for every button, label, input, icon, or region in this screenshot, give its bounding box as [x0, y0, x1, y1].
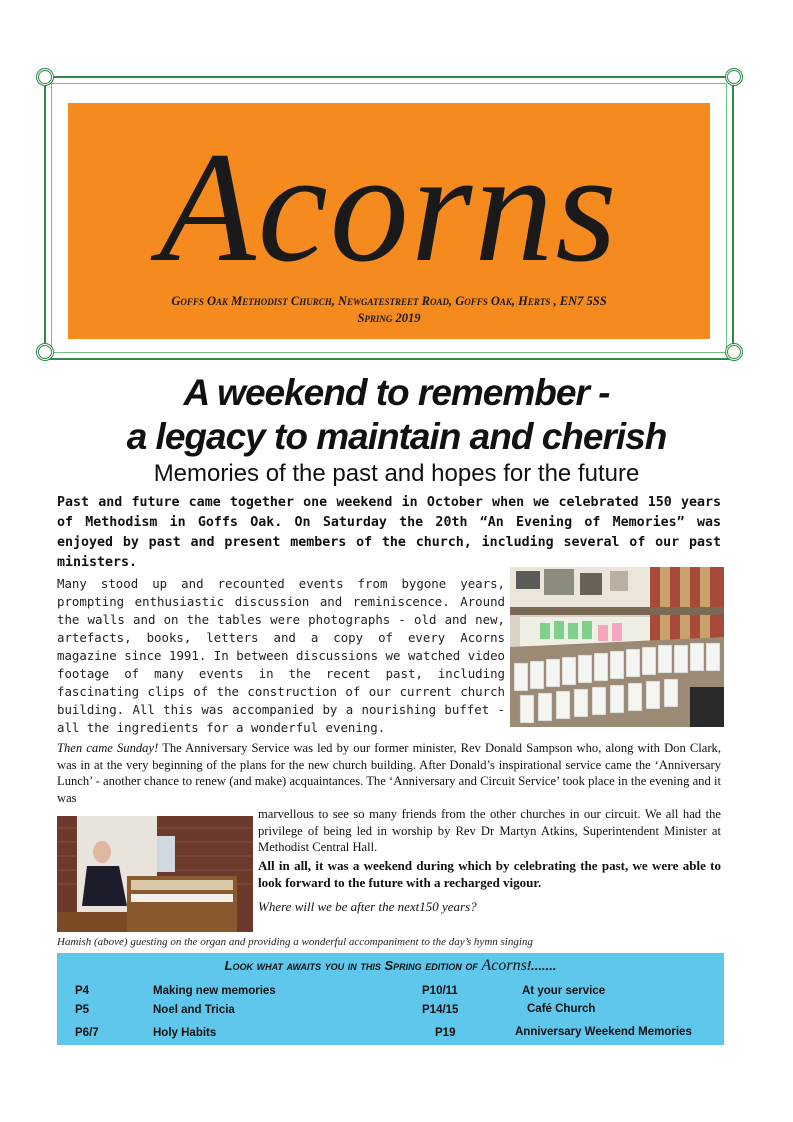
- masthead-address-block: [68, 293, 710, 327]
- lead-paragraph: Past and future came together one weekend in October when we celebrated 150 years of Methodism in Goffs Oak. On Saturday the 20th “An Evening of Memories” was enjoyed by past and present members of the church, including several of our past ministers.: [57, 495, 721, 570]
- masthead: [68, 103, 710, 339]
- headline-line-1: A weekend to remember -: [183, 372, 610, 413]
- contents-page: P19: [435, 1027, 456, 1039]
- contents-item: Making new memories: [153, 985, 276, 997]
- contents-page: P4: [75, 985, 90, 997]
- masthead-title: Acorns: [159, 120, 619, 295]
- then-came-sunday: Then came Sunday!: [57, 741, 159, 755]
- article-closing-question: Where will we be after the next150 years?: [258, 899, 477, 914]
- contents-item: Café Church: [527, 1003, 596, 1015]
- contents-item: At your service: [522, 985, 606, 997]
- masthead-address: Goffs Oak Methodist Church, Newgatestreet Road, Goffs Oak, Herts , EN7 5SS: [171, 294, 607, 308]
- corner-ornament-icon: [725, 68, 743, 86]
- contents-title-part-d: Acorns: [481, 957, 527, 974]
- article-paragraph-2: [57, 740, 721, 806]
- article-paragraph-1: Many stood up and recounted events from bygone years, prompting enthusiastic discussion and reminiscence. Around the walls and on the tables were photographs - old and new, artefacts, books, letters and a copy of every Acorns magazine since 1991. In between discussions we watched video footage of many events in the recent past, including fascinating clips of the construction of our current church building. All this was accompanied by a nourishing buffet - all the ingredients for a wonderful evening.: [57, 576, 505, 735]
- contents-box: [57, 953, 724, 1045]
- contents-item: Noel and Tricia: [153, 1004, 235, 1016]
- masthead-edition: Spring 2019: [357, 311, 421, 325]
- photo-caption: Hamish (above) guesting on the organ and providing a wonderful accompaniment to the day’s hymn singing: [57, 936, 533, 948]
- contents-page: P6/7: [75, 1027, 99, 1039]
- contents-page: P10/11: [422, 985, 458, 997]
- corner-ornament-icon: [36, 68, 54, 86]
- contents-title: [57, 958, 724, 974]
- headline-line-2: a legacy to maintain and cherish: [126, 416, 667, 457]
- contents-title-part-e: !.......: [526, 958, 557, 973]
- contents-item: Anniversary Weekend Memories: [515, 1026, 692, 1038]
- article-paragraph-2-text: The Anniversary Service was led by our former minister, Rev Donald Sampson who, along with Don Clark, was in at the very beginning of the plans for the new church building. After Donald’s inspirational service came the ‘Anniversary Lunch’ - another chance to renew (and make) acquaintances. The ‘Anniversary and Circuit Service’ took place in the evening and it was: [57, 741, 721, 805]
- corner-ornament-icon: [36, 343, 54, 361]
- magazines-photo: [510, 567, 724, 727]
- contents-title-part-c: edition of: [421, 958, 482, 973]
- contents-page: P5: [75, 1004, 90, 1016]
- subheadline: Memories of the past and hopes for the future: [153, 460, 640, 487]
- corner-ornament-icon: [725, 343, 743, 361]
- contents-item: Holy Habits: [153, 1027, 217, 1039]
- article-paragraph-4: All in all, it was a weekend during which by celebrating the past, we were able to look forward to the future with a recharged vigour.: [258, 858, 721, 890]
- contents-title-part-b: Spring: [384, 958, 422, 973]
- article-paragraph-3: marvellous to see so many friends from the other churches in our circuit. We all had the privilege of being led in worship by Rev Dr Martyn Atkins, Superintendent Minister at Methodist Central Hall.: [258, 807, 721, 854]
- contents-title-part-a: Look what awaits you in this: [224, 958, 385, 973]
- contents-page: P14/15: [422, 1004, 459, 1016]
- organist-photo: [57, 816, 253, 932]
